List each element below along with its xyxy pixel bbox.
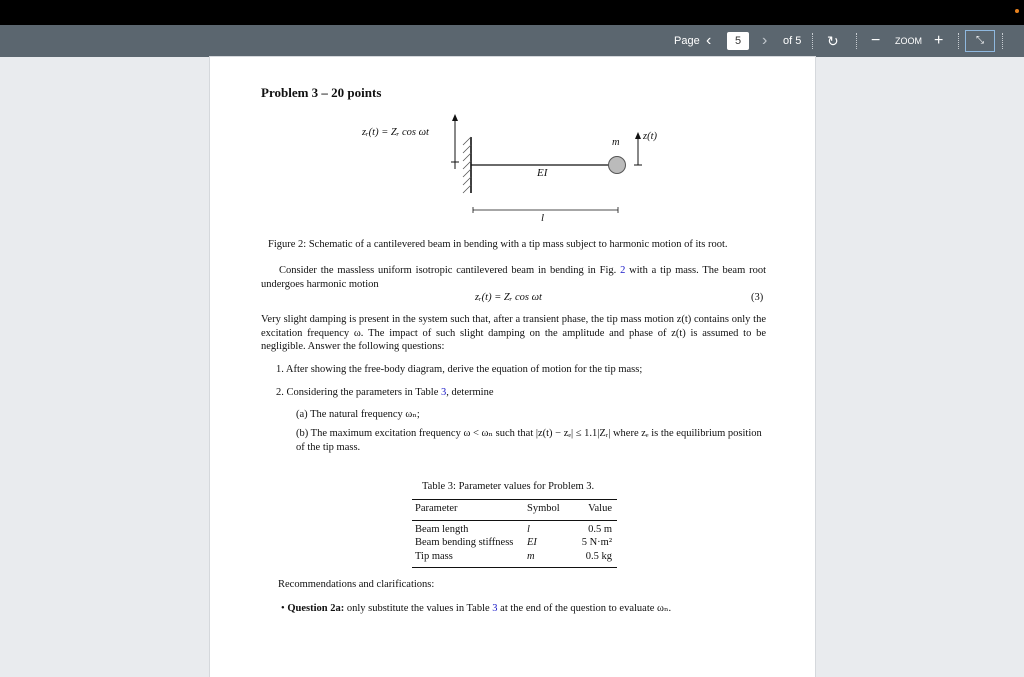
root-arrow-head [452,114,458,121]
table-row: Beam length l 0.5 m [415,523,612,535]
toolbar-divider [856,33,857,49]
recommendation-bullet: • Question 2a: only substitute the values in Table 3 at the end of the question to evaluate ωₙ. [281,603,672,614]
length-label: l [541,212,545,224]
root-motion-label: zᵣ(t) = Zᵣ cos ωt [362,127,429,138]
page-label: Page [674,35,700,47]
parameter-table [412,499,617,568]
rotate-icon[interactable]: ↻ [827,33,839,49]
recommendations-heading: Recommendations and clarifications: [278,579,435,590]
root-motion-equation: zᵣ(t) = Zᵣ cos ωt [475,292,542,303]
figure-caption: Figure 2: Schematic of a cantilevered beam in bending with a tip mass subject to harmonic motion of its root. [268,239,728,250]
next-page-icon[interactable]: › [762,32,768,49]
pdf-page [210,57,815,677]
question-2: 2. Considering the parameters in Table 3, determine [276,387,494,398]
collapse-icon: ⤡ [976,35,984,46]
beam-figure [210,57,815,237]
recording-indicator [1015,9,1019,13]
intro-paragraph: Consider the massless uniform isotropic cantilevered beam in bending in Fig. 2 with a tip mass. The beam root undergoes harmonic motion [261,265,766,290]
zoom-out-icon[interactable]: − [871,32,881,49]
table-link[interactable]: 3 [492,603,498,614]
question-2a: (a) The natural frequency ωₙ; [296,409,420,420]
table-row: Beam bending stiffness EI 5 N·m² [415,537,612,548]
page-count: of 5 [783,35,802,47]
tip-mass [609,157,626,174]
page-number-input[interactable]: 5 [727,32,749,50]
problem-heading: Problem 3 – 20 points [261,85,382,100]
zoom-label: ZOOM [895,36,922,46]
zoom-in-icon[interactable]: + [934,32,944,49]
wall-hatching [463,137,471,193]
z-arrow-head [635,132,641,139]
tip-displacement-label: z(t) [643,131,657,142]
question-1: 1. After showing the free-body diagram, derive the equation of motion for the tip mass; [276,364,643,375]
stiffness-label: EI [537,167,548,179]
table-row: Tip mass m 0.5 kg [415,550,612,562]
toolbar-divider [812,33,813,49]
question-2b: (b) The maximum excitation frequency ω < ωₙ such that |z(t) − zₑ| ≤ 1.1|Zᵣ| where zₑ is the equilibrium position of the tip mass. [296,428,762,453]
window-top-bar [0,0,1024,25]
toolbar-divider [958,33,959,49]
table-header-row: Parameter Symbol Value [415,503,612,514]
equation-number: (3) [751,292,764,303]
pdf-toolbar [0,25,1024,57]
table-link[interactable]: 3 [441,387,447,398]
toolbar-divider [1002,33,1003,49]
table-caption: Table 3: Parameter values for Problem 3. [422,481,595,492]
damping-paragraph: Very slight damping is present in the system such that, after a transient phase, the tip mass motion z(t) contains only the excitation frequency ω. The impact of such slight damping on the amplitude and phase of z(t) is assumed to be negligible. Answer the following questions: [261,314,766,352]
figure-link[interactable]: 2 [620,265,626,276]
mass-label: m [612,137,620,148]
prev-page-icon[interactable]: ‹ [706,32,712,49]
exit-fullscreen-button[interactable] [965,30,995,52]
